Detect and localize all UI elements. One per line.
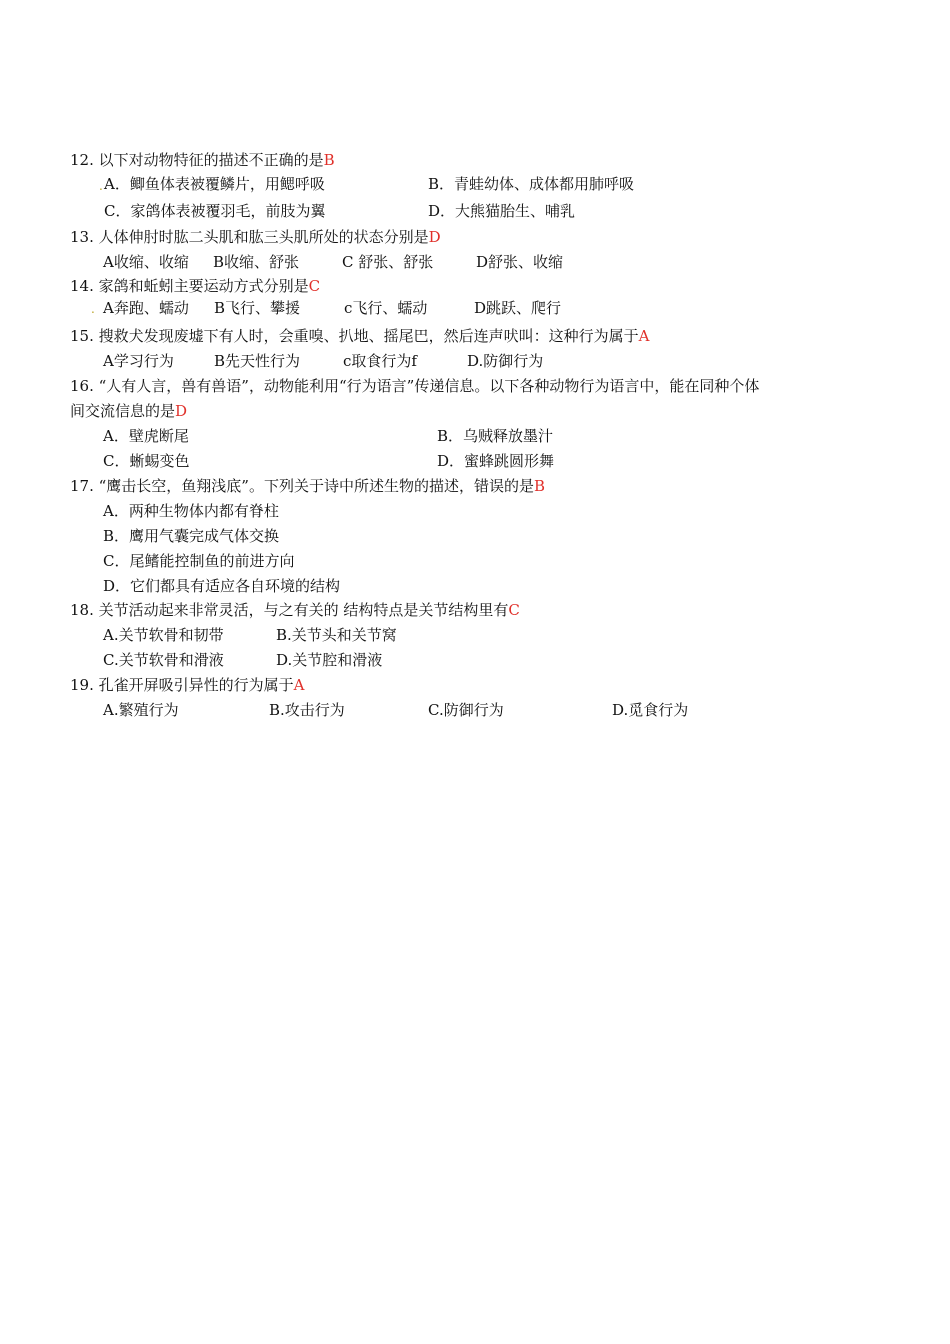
question-number: 15.	[70, 327, 94, 345]
question-text: 搜救犬发现废墟下有人时，会重嗅、扒地、摇尾巴，然后连声吠叫：这种行为属于	[98, 327, 639, 345]
question-13-option-c: C 舒张、舒张	[342, 253, 434, 271]
question-text: 家鸽和蚯蚓主要运动方式分别是	[98, 277, 309, 295]
question-13-stem	[70, 227, 441, 247]
question-text: 人体伸肘时肱二头肌和肱三头肌所处的状态分别是	[98, 228, 429, 246]
question-12-stem	[70, 150, 335, 170]
question-13-option-d: D舒张、收缩	[476, 253, 564, 271]
question-14-option-c: c飞行、蠕动	[344, 299, 428, 317]
question-15-option-d: D.防御行为	[467, 352, 544, 370]
question-18-stem	[70, 600, 520, 620]
answer-key: A	[293, 676, 305, 694]
question-19-option-c: C.防御行为	[428, 701, 504, 719]
question-text: “人有人言，兽有兽语”，动物能利用“行为语言”传递信息。以下各种动物行为语言中，能在同种个体	[98, 377, 760, 395]
question-16-option-c: C．蜥蜴变色	[103, 452, 190, 470]
answer-key: C	[308, 277, 321, 295]
question-15-option-b: B先天性行为	[214, 352, 301, 370]
question-number: 16.	[70, 377, 94, 395]
question-16-option-b: B．乌贼释放墨汁	[437, 427, 554, 445]
question-16-stem	[70, 376, 759, 396]
answer-key: B	[323, 151, 335, 169]
question-number: 13.	[70, 228, 94, 246]
question-18-option-b: B.关节头和关节窝	[276, 626, 397, 644]
question-15-option-a: A学习行为	[103, 352, 174, 370]
question-14-option-d: D跳跃、爬行	[474, 299, 562, 317]
question-text: “鹰击长空，鱼翔浅底”。下列关于诗中所述生物的描述，错误的是	[98, 477, 534, 495]
question-16-option-d: D．蜜蜂跳圆形舞	[437, 452, 555, 470]
answer-key: D	[175, 402, 188, 420]
question-number: 17.	[70, 477, 94, 495]
question-16-option-a: A．壁虎断尾	[103, 427, 189, 445]
question-17-option-a: A．两种生物体内都有脊柱	[103, 502, 279, 520]
question-19-option-d: D.觅食行为	[612, 701, 689, 719]
question-17-option-d: D．它们都具有适应各自环境的结构	[103, 577, 341, 595]
question-19-option-b: B.攻击行为	[269, 701, 345, 719]
question-17-stem	[70, 476, 545, 496]
question-15-option-c: c取食行为f	[343, 352, 417, 370]
stray-mark: .	[99, 179, 103, 193]
question-19-stem	[70, 675, 305, 695]
question-number: 12.	[70, 151, 94, 169]
question-17-option-c: C．尾鳍能控制鱼的前进方向	[103, 552, 295, 570]
answer-key: B	[533, 477, 546, 495]
answer-key: C	[508, 601, 520, 619]
question-12-option-b: B．青蛙幼体、成体都用肺呼吸	[428, 175, 635, 193]
question-12-option-c: C．家鸽体表被覆羽毛，前肢为翼	[104, 202, 326, 220]
question-number: 19.	[70, 676, 94, 694]
question-15-stem	[70, 326, 650, 346]
question-text: 以下对动物特征的描述不正确的是	[98, 151, 324, 169]
question-18-option-a: A.关节软骨和韧带	[103, 626, 224, 644]
question-12-option-a: A．鲫鱼体表被覆鳞片，用鳃呼吸	[104, 175, 325, 193]
stray-mark: .	[91, 302, 95, 316]
question-18-option-c: C.关节软骨和滑液	[103, 651, 224, 669]
question-12-option-d: D．大熊猫胎生、哺乳	[428, 202, 576, 220]
question-text: 关节活动起来非常灵活，与之有关的 结构特点是关节结构里有	[98, 601, 509, 619]
answer-key: A	[638, 327, 650, 345]
question-13-option-a: A收缩、收缩	[103, 253, 189, 271]
question-text: 孔雀开屏吸引异性的行为属于	[98, 676, 294, 694]
question-18-option-d: D.关节腔和滑液	[276, 651, 383, 669]
question-number: 18.	[70, 601, 94, 619]
question-19-option-a: A.繁殖行为	[103, 701, 179, 719]
question-14-option-a: A奔跑、蠕动	[103, 299, 189, 317]
question-13-option-b: B收缩、舒张	[213, 253, 300, 271]
question-text: 间交流信息的是	[70, 402, 176, 420]
question-14-stem	[70, 276, 320, 296]
answer-key: D	[428, 228, 441, 246]
question-16-stem-continued	[70, 401, 187, 421]
question-number: 14.	[70, 277, 94, 295]
question-17-option-b: B．鹰用气囊完成气体交换	[103, 527, 280, 545]
question-14-option-b: B飞行、攀援	[214, 299, 301, 317]
